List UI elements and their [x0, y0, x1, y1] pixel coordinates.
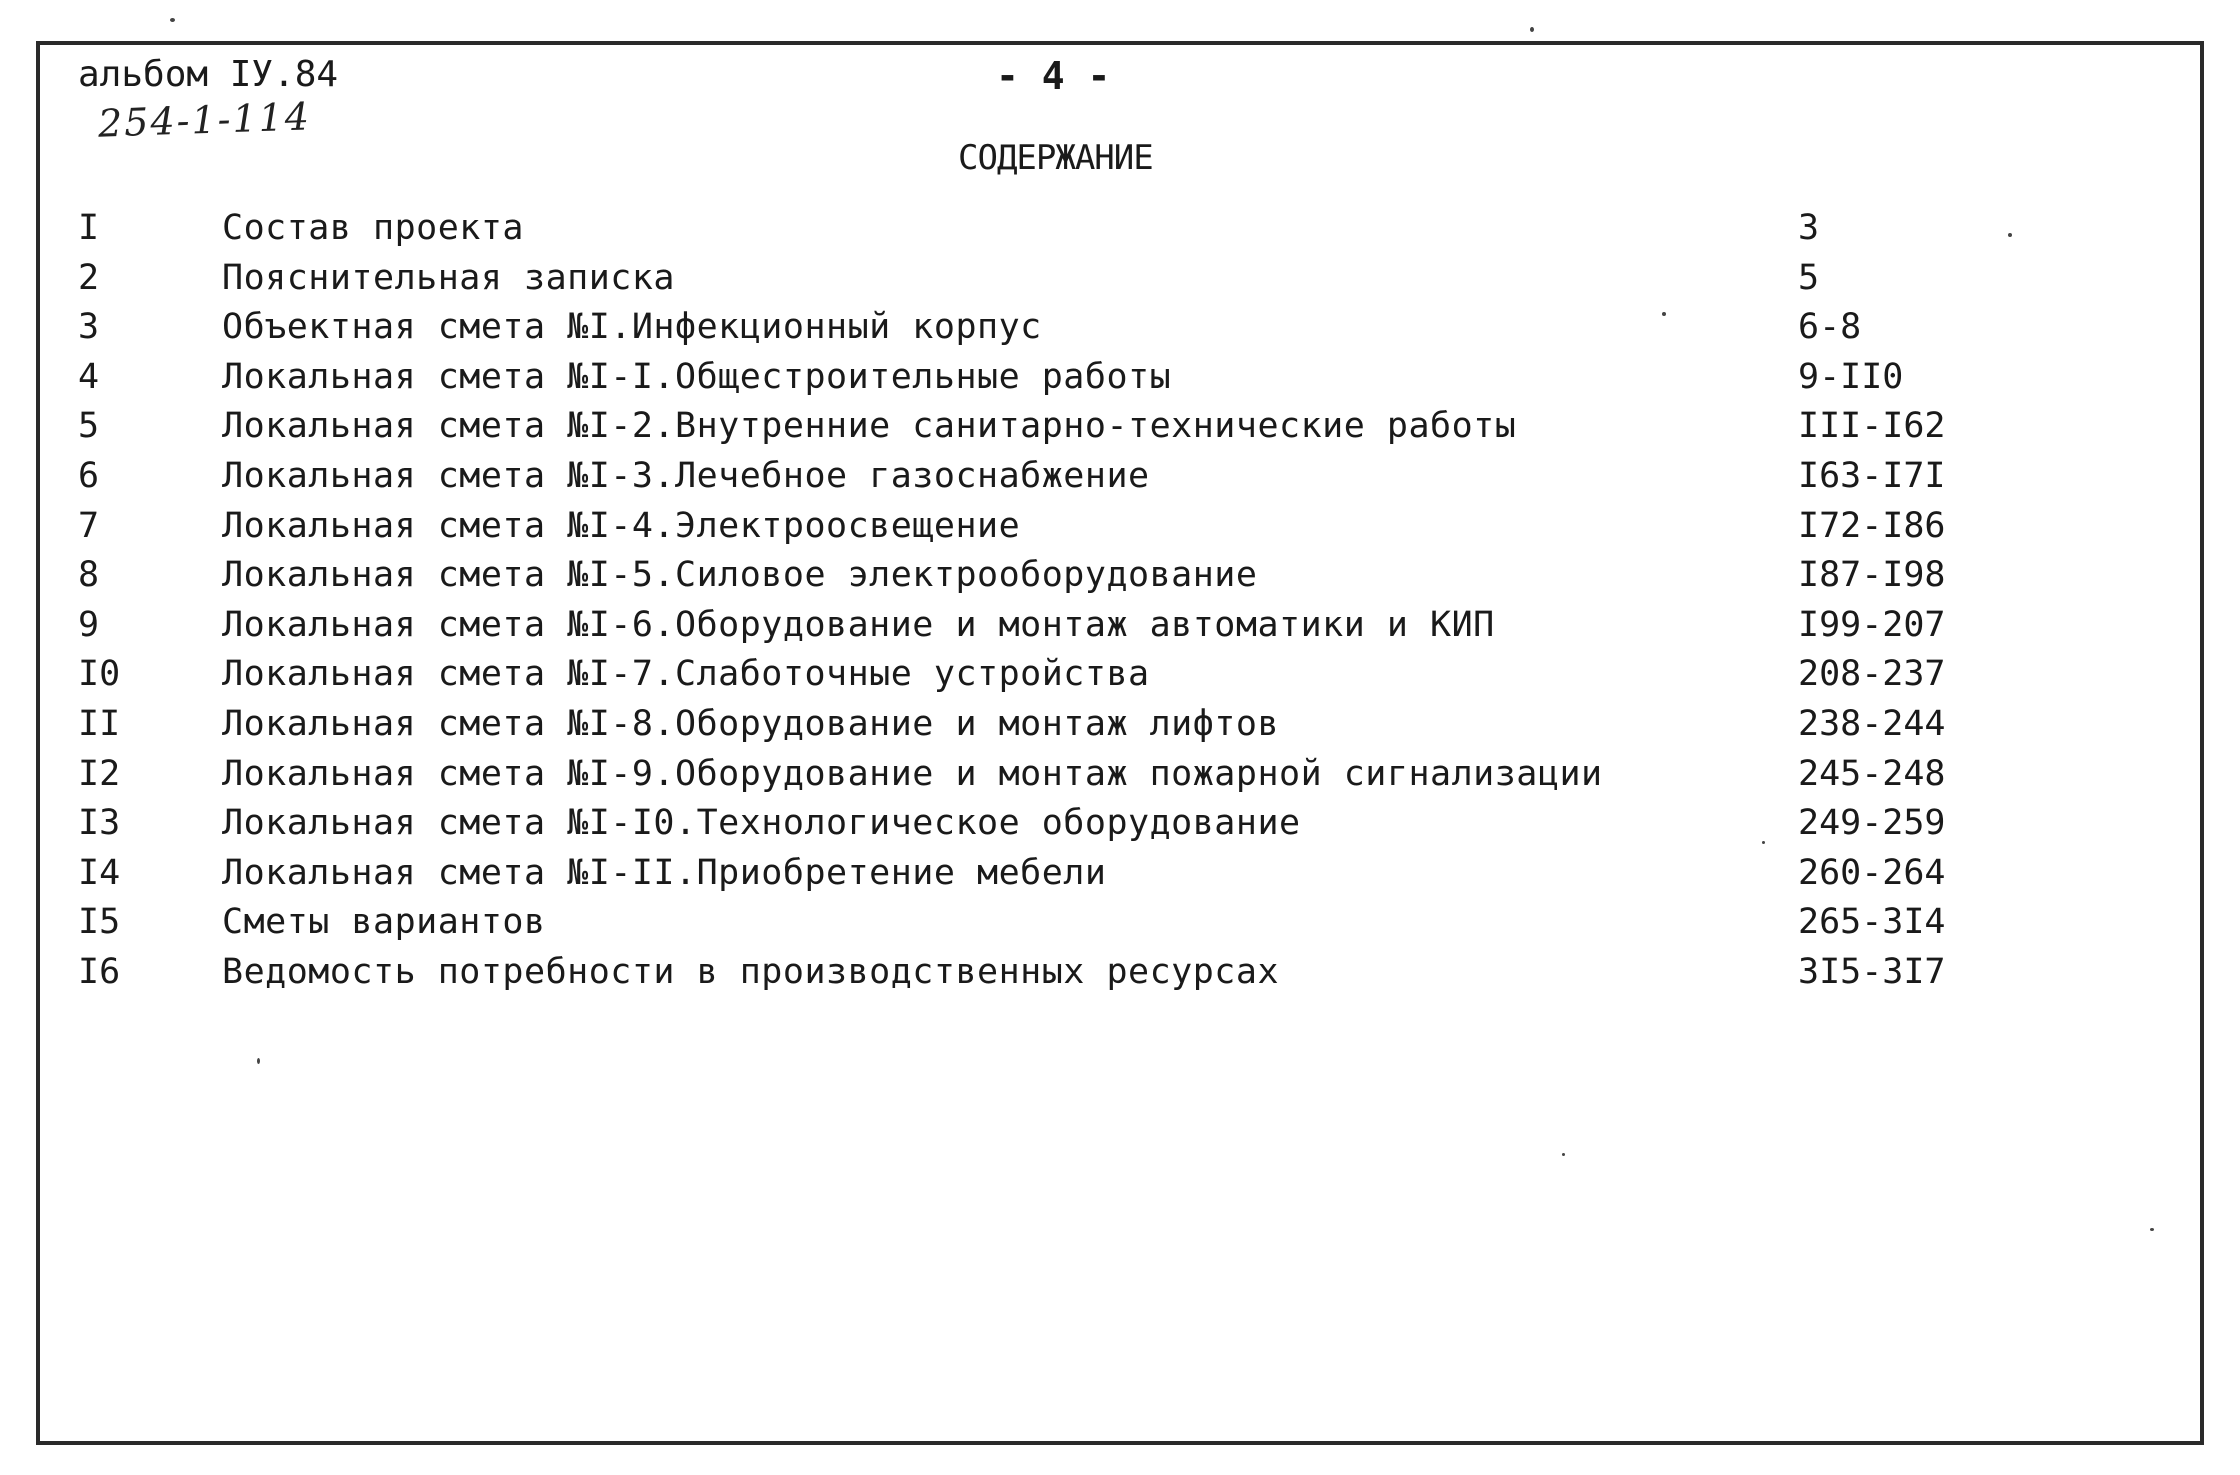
toc-row — [78, 303, 1978, 353]
toc-number: 5 — [78, 406, 100, 447]
toc-row — [78, 799, 1978, 849]
toc-item: Ведомость потребности в производственных ресурсах — [222, 951, 1280, 992]
toc-pages: 208-237 — [1798, 654, 1946, 695]
toc-number: 2 — [78, 257, 100, 298]
toc-number: 3 — [78, 307, 100, 348]
toc-item: Локальная смета №I-II.Приобретение мебели — [222, 852, 1107, 893]
toc-item: Локальная смета №I-I0.Технологическое оборудование — [222, 803, 1301, 844]
handwritten-code: 254-1-114 — [97, 94, 312, 146]
toc-item: Локальная смета №I-7.Слаботочные устройства — [222, 654, 1150, 695]
scan-speck — [1562, 1153, 1565, 1156]
toc-number: 6 — [78, 455, 100, 496]
toc-number: 4 — [78, 356, 100, 397]
toc-number: 8 — [78, 555, 100, 596]
toc-row — [78, 849, 1978, 899]
toc-row — [78, 204, 1978, 254]
album-label: альбом IУ.84 — [78, 54, 339, 95]
toc-pages: 245-248 — [1798, 753, 1946, 794]
toc-pages: 3 — [1798, 208, 1820, 248]
toc-item: Пояснительная записка — [222, 257, 676, 298]
scan-speck — [170, 18, 175, 22]
scan-speck — [1662, 312, 1666, 316]
scan-speck — [1762, 841, 1765, 844]
toc-pages: 238-244 — [1798, 703, 1946, 744]
scan-speck — [1530, 27, 1534, 32]
toc-pages: I87-I98 — [1798, 555, 1946, 596]
toc-pages: 9-II0 — [1798, 356, 1904, 397]
toc-row — [78, 353, 1978, 403]
toc-number: I4 — [78, 852, 121, 893]
toc-item: Локальная смета №I-5.Силовое электрооборудование — [222, 555, 1258, 596]
scan-speck — [257, 1058, 260, 1064]
toc-row — [78, 948, 1978, 998]
toc-row — [78, 402, 1978, 452]
toc-item: Локальная смета №I-3.Лечебное газоснабжение — [222, 455, 1150, 496]
toc-pages: I99-207 — [1798, 604, 1946, 645]
toc-number: I0 — [78, 654, 121, 695]
toc-row — [78, 601, 1978, 651]
toc-number: 7 — [78, 505, 100, 546]
toc-number: 9 — [78, 604, 100, 645]
toc-number: I3 — [78, 803, 121, 844]
toc-row — [78, 254, 1978, 304]
toc-pages: 260-264 — [1798, 852, 1946, 893]
toc-item: Локальная смета №I-9.Оборудование и монтаж пожарной сигнализации — [222, 753, 1603, 794]
toc-pages: I72-I86 — [1798, 505, 1946, 546]
toc-number: I6 — [78, 951, 121, 992]
toc-item: Локальная смета №I-8.Оборудование и монтаж лифтов — [222, 703, 1280, 744]
toc-row — [78, 551, 1978, 601]
toc-row — [78, 650, 1978, 700]
toc-item: Сметы вариантов — [222, 902, 546, 943]
scan-speck — [2008, 233, 2012, 237]
toc-row — [78, 700, 1978, 750]
toc-pages: I63-I7I — [1798, 455, 1946, 496]
toc-pages: 265-3I4 — [1798, 902, 1946, 943]
toc-number: I — [78, 208, 100, 248]
toc-row — [78, 750, 1978, 800]
toc-pages: III-I62 — [1798, 406, 1946, 447]
page-number: - 4 - — [996, 54, 1111, 98]
table-of-contents — [78, 204, 1978, 998]
toc-number: I5 — [78, 902, 121, 943]
toc-pages: 5 — [1798, 257, 1820, 298]
toc-row — [78, 452, 1978, 502]
toc-item: Локальная смета №I-6.Оборудование и монтаж автоматики и КИП — [222, 604, 1495, 645]
toc-pages: 249-259 — [1798, 803, 1946, 844]
toc-item: Состав проекта — [222, 208, 525, 248]
toc-item: Локальная смета №I-I.Общестроительные работы — [222, 356, 1172, 397]
toc-number: I2 — [78, 753, 121, 794]
toc-pages: 3I5-3I7 — [1798, 951, 1946, 992]
toc-item: Локальная смета №I-4.Электроосвещение — [222, 505, 1021, 546]
toc-item: Локальная смета №I-2.Внутренние санитарно-технические работы — [222, 406, 1517, 447]
toc-row — [78, 502, 1978, 552]
toc-number: II — [78, 703, 121, 744]
toc-pages: 6-8 — [1798, 307, 1862, 348]
page-title: СОДЕРЖАНИЕ — [958, 138, 1153, 178]
toc-row — [78, 898, 1978, 948]
scan-speck — [2150, 1228, 2154, 1231]
toc-item: Объектная смета №I.Инфекционный корпус — [222, 307, 1042, 348]
